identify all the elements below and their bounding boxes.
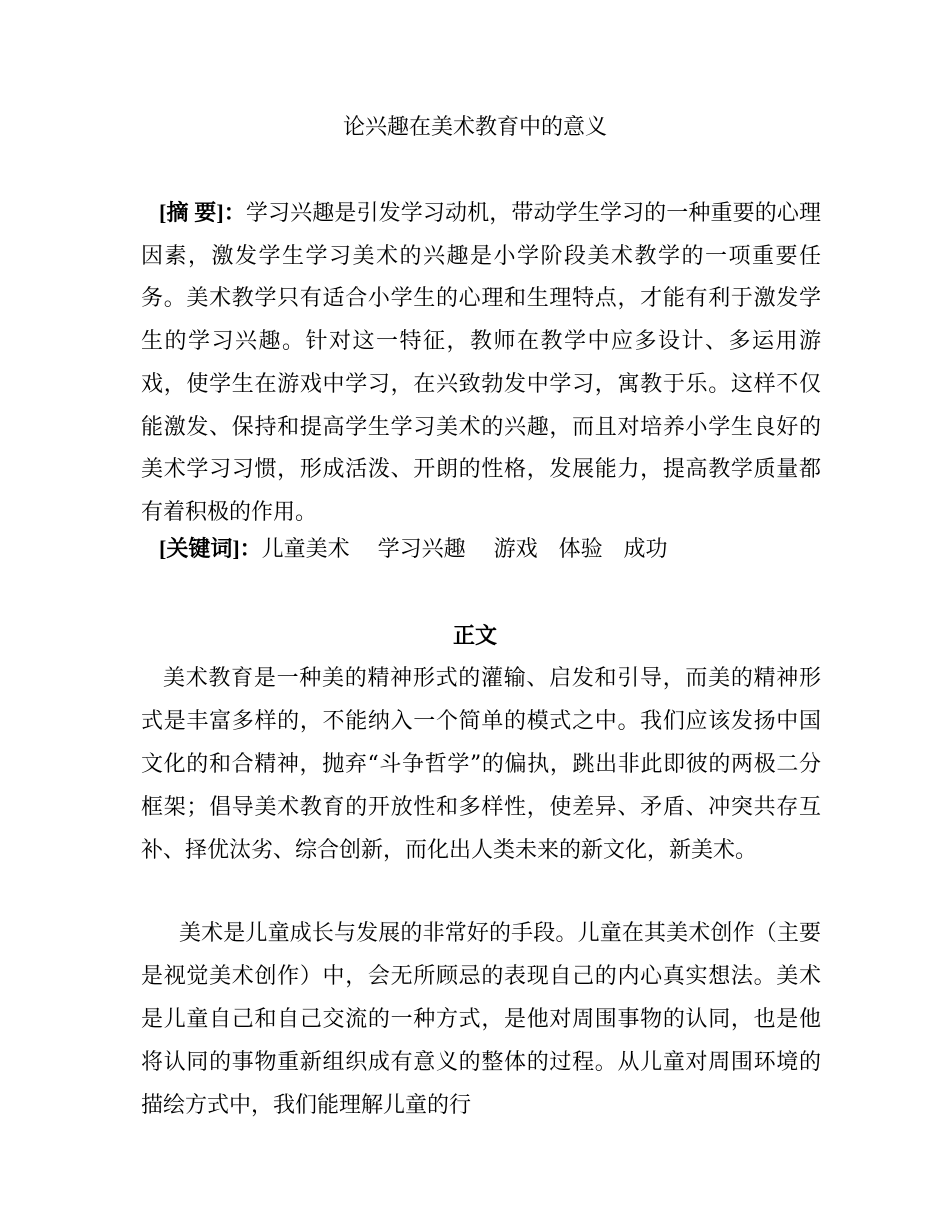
keywords-text: 儿童美术 学习兴趣 游戏 体验 成功	[261, 537, 668, 562]
abstract-text: 学习兴趣是引发学习动机，带动学生学习的一种重要的心理因素，激发学生学习美术的兴趣是小学阶段美术教学的一项重要任务。美术教学只有适合小学生的心理和生理特点，才能有利于激发学生的学习兴趣。针对这一特征，教师在教学中应多设计、多运用游戏，使学生在游戏中学习，在兴致勃发中学习，寓教于乐。这样不仅能激发、保持和提高学生学习美术的兴趣，而且对培养小学生良好的美术学习习惯，形成活泼、开朗的性格，发展能力，提高教学质量都有着积极的作用。	[141, 201, 821, 525]
abstract-label: [摘 要]：	[159, 200, 246, 225]
body-paragraph: 美术是儿童成长与发展的非常好的手段。儿童在其美术创作（主要是视觉美术创作）中，会无所顾忌的表现自己的内心真实想法。美术是儿童自己和自己交流的一种方式，是他对周围事物的认同，也是他将认同的事物重新组织成有意义的整体的过程。从儿童对周围环境的描绘方式中，我们能理解儿童的行	[141, 921, 821, 1118]
abstract	[141, 192, 821, 535]
keywords	[159, 530, 839, 569]
keywords-label: [关键词]：	[159, 536, 262, 561]
body-heading: 正文	[452, 624, 497, 649]
document-title: 论兴趣在美术教育中的意义	[342, 115, 607, 140]
body-paragraph: 美术教育是一种美的精神形式的灌输、启发和引导，而美的精神形式是丰富多样的，不能纳入一个简单的模式之中。我们应该发扬中国文化的和合精神，抛弃“斗争哲学”的偏执，跳出非此即彼的两极二分框架；倡导美术教育的开放性和多样性，使差异、矛盾、冲突共存互补、择优汰劣、综合创新，而化出人类未来的新文化，新美术。	[141, 666, 821, 863]
